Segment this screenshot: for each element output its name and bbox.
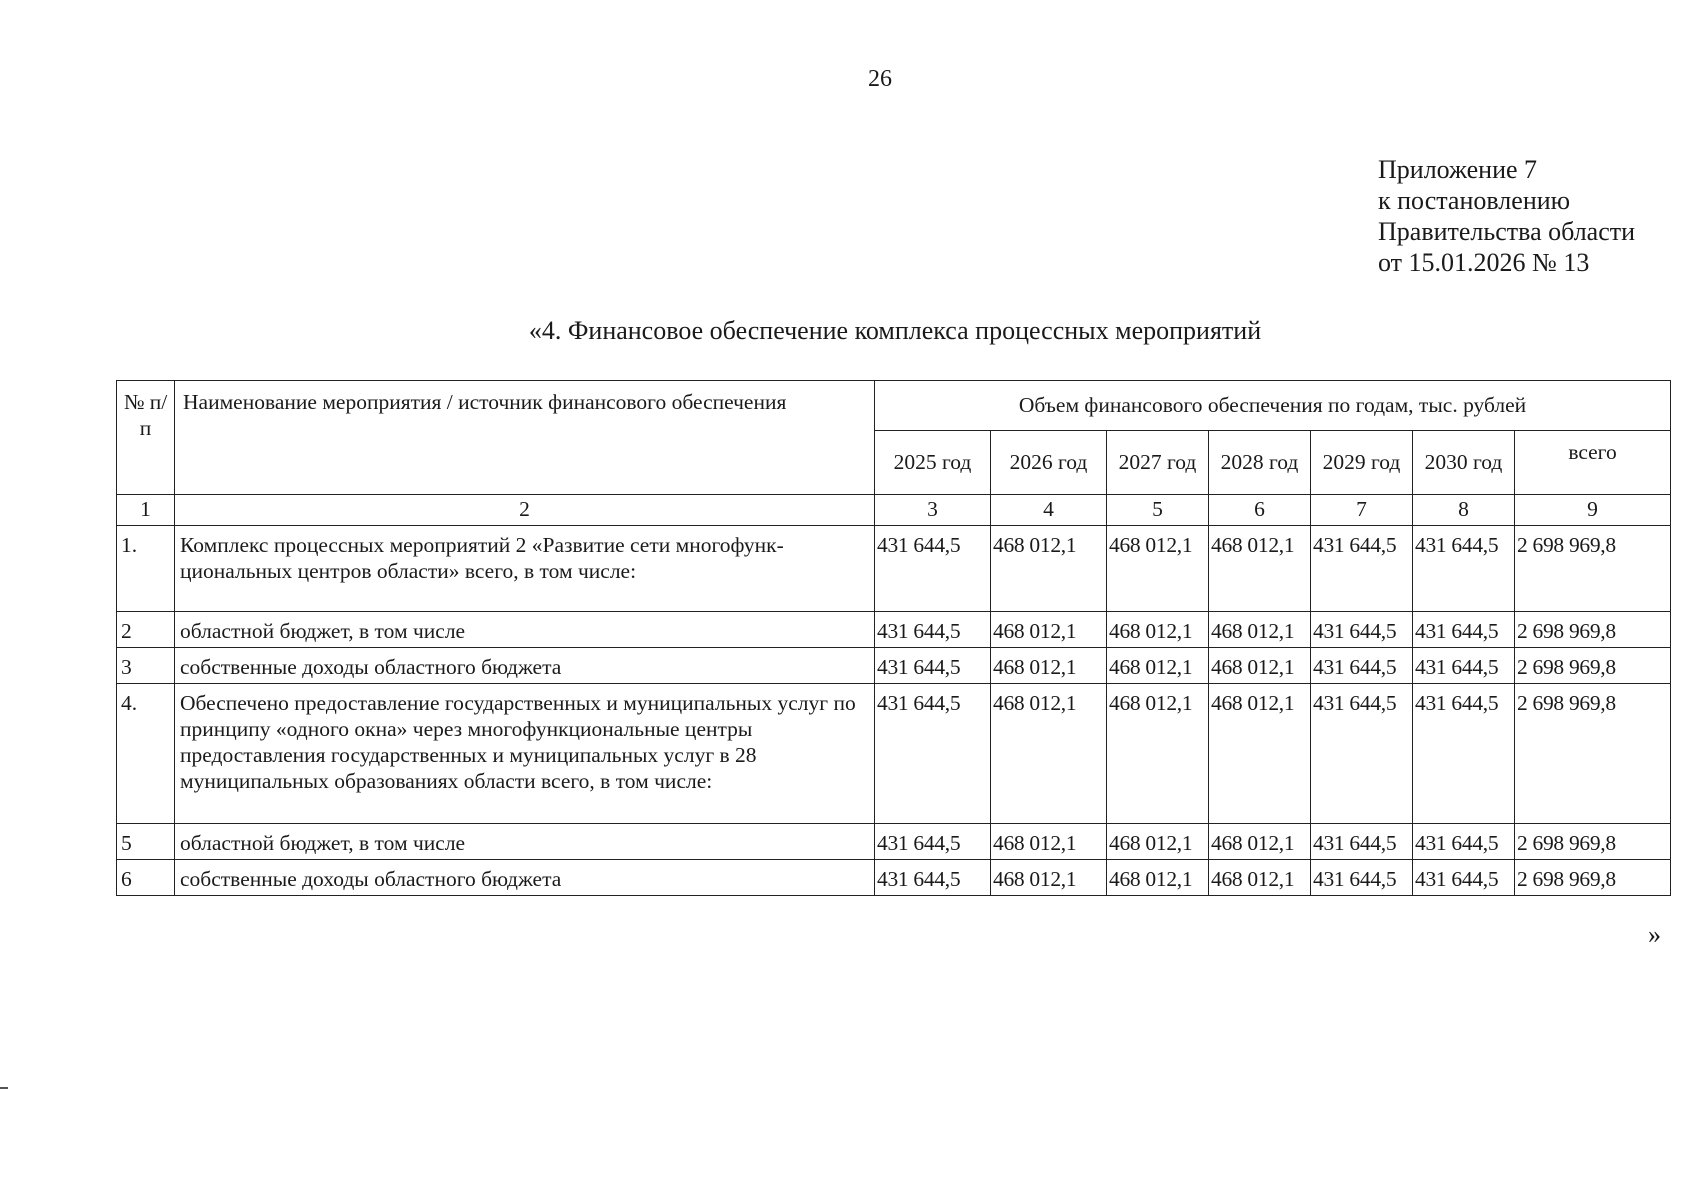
column-header-year: 2027 год bbox=[1107, 431, 1209, 495]
row-value: 431 644,5 bbox=[875, 824, 991, 860]
row-value: 468 012,1 bbox=[991, 860, 1107, 896]
page-number: 26 bbox=[868, 66, 892, 92]
row-value: 468 012,1 bbox=[1209, 526, 1311, 612]
row-value: 431 644,5 bbox=[875, 648, 991, 684]
appendix-line: Правительства области bbox=[1378, 217, 1636, 246]
row-number: 3 bbox=[117, 648, 175, 684]
row-name: собственные доходы областного бюджета bbox=[175, 648, 875, 684]
column-header-volume: Объем финансового обеспечения по годам, тыс. рублей bbox=[875, 381, 1671, 431]
row-value: 2 698 969,8 bbox=[1515, 648, 1671, 684]
column-header-no: № п/п bbox=[117, 381, 175, 495]
row-value: 431 644,5 bbox=[1413, 824, 1515, 860]
row-value: 468 012,1 bbox=[1209, 860, 1311, 896]
row-number: 2 bbox=[117, 612, 175, 648]
row-value: 468 012,1 bbox=[991, 612, 1107, 648]
column-header-year: 2029 год bbox=[1311, 431, 1413, 495]
appendix-line: к постановлению bbox=[1378, 186, 1571, 215]
document-title: «4. Финансовое обеспечение комплекса процессных мероприятий bbox=[528, 316, 1262, 345]
row-value: 468 012,1 bbox=[1107, 860, 1209, 896]
row-value: 468 012,1 bbox=[991, 684, 1107, 824]
row-value: 468 012,1 bbox=[1209, 824, 1311, 860]
table-row bbox=[117, 526, 1671, 612]
row-value: 431 644,5 bbox=[1413, 860, 1515, 896]
row-name: собственные доходы областного бюджета bbox=[175, 860, 875, 896]
row-value: 431 644,5 bbox=[875, 684, 991, 824]
financial-table bbox=[116, 380, 1671, 896]
appendix-attribution bbox=[1378, 154, 1635, 278]
row-value: 431 644,5 bbox=[875, 612, 991, 648]
column-number: 8 bbox=[1413, 495, 1515, 526]
row-value: 2 698 969,8 bbox=[1515, 526, 1671, 612]
row-value: 431 644,5 bbox=[1311, 860, 1413, 896]
row-number: 4. bbox=[117, 684, 175, 824]
column-header-year: 2026 год bbox=[991, 431, 1107, 495]
table-row bbox=[117, 684, 1671, 824]
row-number: 6 bbox=[117, 860, 175, 896]
row-value: 431 644,5 bbox=[1311, 684, 1413, 824]
row-value: 431 644,5 bbox=[1311, 648, 1413, 684]
column-number: 4 bbox=[991, 495, 1107, 526]
row-value: 431 644,5 bbox=[1413, 648, 1515, 684]
appendix-line: от 15.01.2026 № 13 bbox=[1378, 248, 1590, 277]
column-number: 3 bbox=[875, 495, 991, 526]
row-value: 431 644,5 bbox=[1413, 684, 1515, 824]
row-value: 431 644,5 bbox=[1413, 612, 1515, 648]
row-value: 2 698 969,8 bbox=[1515, 860, 1671, 896]
column-number: 1 bbox=[117, 495, 175, 526]
margin-mark bbox=[0, 1087, 8, 1089]
column-number: 9 bbox=[1515, 495, 1671, 526]
row-name: Обеспечено предоставление государственных и муниципальных услуг по принципу «одного окна» через многофункциональные центры предоставления государственных и муниципальных услуг в 28 муниципальных образованиях области всего, в том числе: bbox=[175, 684, 875, 824]
row-value: 431 644,5 bbox=[1413, 526, 1515, 612]
row-value: 468 012,1 bbox=[1107, 684, 1209, 824]
row-name: областной бюджет, в том числе bbox=[175, 824, 875, 860]
table-row bbox=[117, 612, 1671, 648]
row-name: областной бюджет, в том числе bbox=[175, 612, 875, 648]
column-header-total: всего bbox=[1515, 431, 1671, 495]
column-header-year: 2028 год bbox=[1209, 431, 1311, 495]
column-header-year: 2025 год bbox=[875, 431, 991, 495]
row-value: 431 644,5 bbox=[875, 526, 991, 612]
row-value: 468 012,1 bbox=[1107, 648, 1209, 684]
row-value: 468 012,1 bbox=[1107, 526, 1209, 612]
row-number: 5 bbox=[117, 824, 175, 860]
row-value: 431 644,5 bbox=[875, 860, 991, 896]
row-value: 468 012,1 bbox=[991, 526, 1107, 612]
closing-quote-mark: » bbox=[1648, 920, 1661, 949]
table-row bbox=[117, 824, 1671, 860]
table-body bbox=[117, 495, 1671, 896]
row-value: 468 012,1 bbox=[1107, 824, 1209, 860]
column-header-year: 2030 год bbox=[1413, 431, 1515, 495]
row-value: 431 644,5 bbox=[1311, 612, 1413, 648]
table-header bbox=[117, 381, 1671, 495]
row-value: 468 012,1 bbox=[1209, 648, 1311, 684]
row-value: 2 698 969,8 bbox=[1515, 684, 1671, 824]
row-value: 468 012,1 bbox=[991, 648, 1107, 684]
column-number: 5 bbox=[1107, 495, 1209, 526]
table-row bbox=[117, 648, 1671, 684]
row-value: 2 698 969,8 bbox=[1515, 612, 1671, 648]
appendix-line: Приложение 7 bbox=[1378, 155, 1538, 184]
column-number-row bbox=[117, 495, 1671, 526]
row-value: 468 012,1 bbox=[1107, 612, 1209, 648]
column-number: 7 bbox=[1311, 495, 1413, 526]
row-value: 431 644,5 bbox=[1311, 526, 1413, 612]
row-value: 468 012,1 bbox=[1209, 684, 1311, 824]
row-name: Комплекс процессных мероприятий 2 «Развитие сети многофунк-циональных центров области» всего, в том числе: bbox=[175, 526, 875, 612]
row-number: 1. bbox=[117, 526, 175, 612]
column-number: 6 bbox=[1209, 495, 1311, 526]
row-value: 431 644,5 bbox=[1311, 824, 1413, 860]
table-row bbox=[117, 860, 1671, 896]
row-value: 2 698 969,8 bbox=[1515, 824, 1671, 860]
column-number: 2 bbox=[175, 495, 875, 526]
row-value: 468 012,1 bbox=[1209, 612, 1311, 648]
column-header-name: Наименование мероприятия / источник финансового обеспечения bbox=[175, 381, 875, 495]
row-value: 468 012,1 bbox=[991, 824, 1107, 860]
